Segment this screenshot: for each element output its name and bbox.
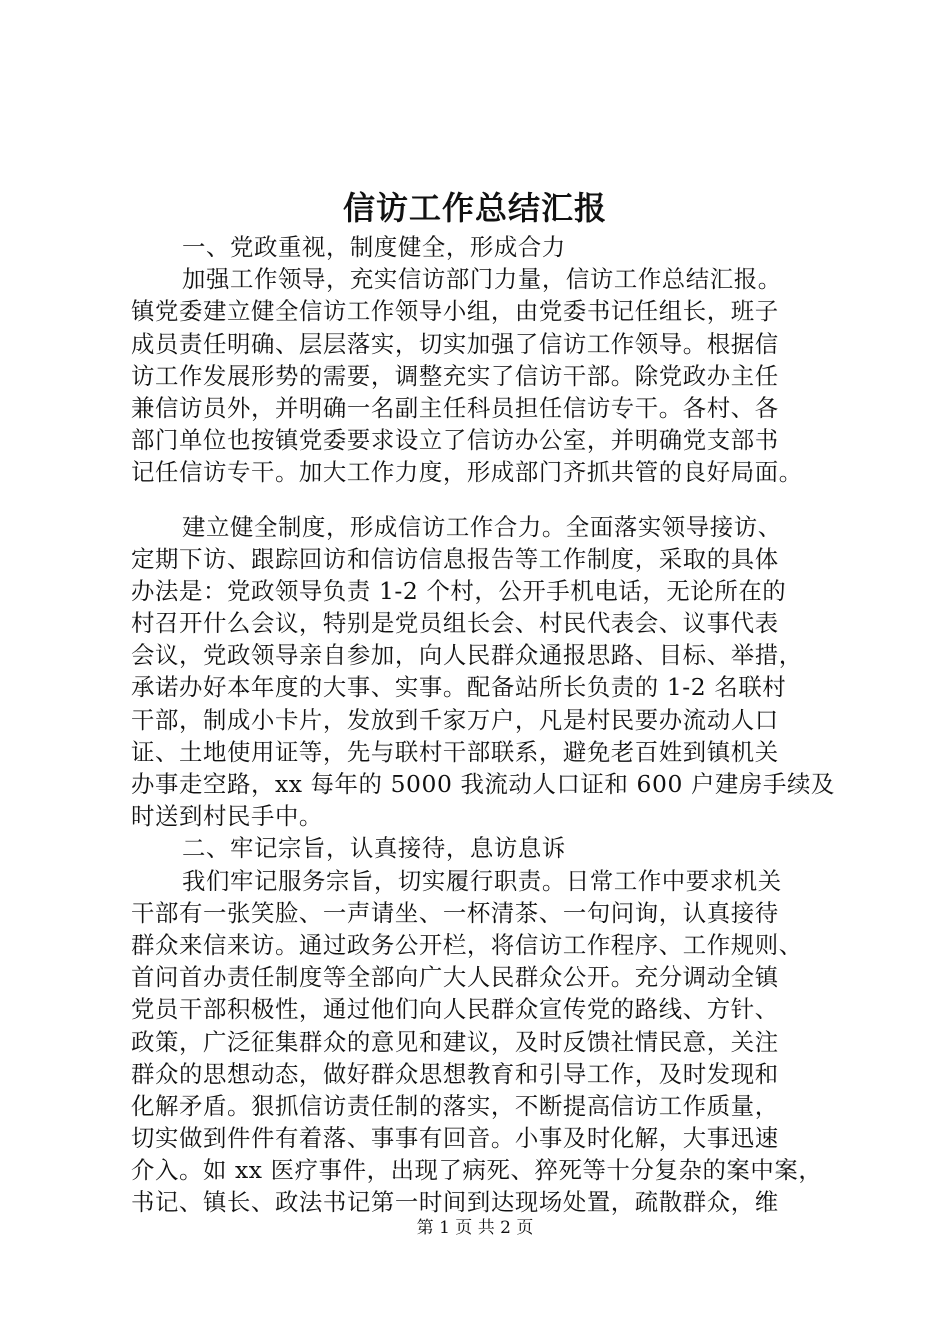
text-line: 介入。如 xx 医疗事件，出现了病死、猝死等十分复杂的案中案， <box>131 1156 823 1185</box>
text-line: 村召开什么会议，特别是党员组长会、村民代表会、议事代表 <box>131 609 779 638</box>
text-line: 加强工作领导，充实信访部门力量，信访工作总结汇报。 <box>182 265 782 294</box>
text-line: 会议，党政领导亲自参加，向人民群众通报思路、目标、举措， <box>131 641 803 670</box>
text-line: 化解矛盾。狠抓信访责任制的落实，不断提高信访工作质量， <box>131 1091 779 1120</box>
text-line: 建立健全制度，形成信访工作合力。全面落实领导接访、 <box>182 512 782 541</box>
text-line: 群众的思想动态，做好群众思想教育和引导工作，及时发现和 <box>131 1059 779 1088</box>
text-line: 群众来信来访。通过政务公开栏，将信访工作程序、工作规则、 <box>131 930 803 959</box>
text-line: 时送到村民手中。 <box>131 802 323 831</box>
text-line: 承诺办好本年度的大事、实事。配备站所长负责的 1-2 名联村 <box>131 673 787 702</box>
text-line: 记任信访专干。加大工作力度，形成部门齐抓共管的良好局面。 <box>131 458 803 487</box>
document-title: 信访工作总结汇报 <box>342 189 607 227</box>
text-line: 部门单位也按镇党委要求设立了信访办公室，并明确党支部书 <box>131 426 779 455</box>
text-line: 办事走空路，xx 每年的 5000 我流动人口证和 600 户建房手续及 <box>131 770 835 798</box>
text-line: 访工作发展形势的需要，调整充实了信访干部。除党政办主任 <box>131 361 779 390</box>
text-line: 定期下访、跟踪回访和信访信息报告等工作制度，采取的具体 <box>131 544 779 573</box>
text-line: 政策，广泛征集群众的意见和建议，及时反馈社情民意，关注 <box>131 1027 779 1056</box>
text-line: 我们牢记服务宗旨，切实履行职责。日常工作中要求机关 <box>182 866 782 895</box>
text-line: 镇党委建立健全信访工作领导小组，由党委书记任组长，班子 <box>131 297 779 326</box>
blank-line <box>131 489 827 511</box>
text-line: 首问首办责任制度等全部向广大人民群众公开。充分调动全镇 <box>131 963 779 992</box>
text-line: 干部，制成小卡片，发放到千家万户，凡是村民要办流动人口 <box>131 705 779 734</box>
text-line: 书记、镇长、政法书记第一时间到达现场处置，疏散群众，维 <box>131 1188 779 1217</box>
text-line: 证、土地使用证等，先与联村干部联系，避免老百姓到镇机关 <box>131 737 779 766</box>
text-line: 切实做到件件有着落、事事有回音。小事及时化解，大事迅速 <box>131 1124 779 1153</box>
text-line: 二、牢记宗旨，认真接待，息访息诉 <box>182 834 566 863</box>
text-line: 一、党政重视，制度健全，形成合力 <box>182 233 566 261</box>
text-line: 干部有一张笑脸、一声请坐、一杯清茶、一句问询，认真接待 <box>131 898 779 927</box>
document-body <box>131 231 835 1219</box>
text-line: 成员责任明确、层层落实，切实加强了信访工作领导。根据信 <box>131 329 779 358</box>
page-footer: 第 1 页 共 2 页 <box>416 1218 534 1238</box>
text-line: 兼信访员外，并明确一名副主任科员担任信访专干。各村、各 <box>131 393 779 422</box>
text-line: 党员干部积极性，通过他们向人民群众宣传党的路线、方针、 <box>131 995 779 1024</box>
text-line: 办法是：党政领导负责 1-2 个村，公开手机电话，无论所在的 <box>131 576 787 605</box>
